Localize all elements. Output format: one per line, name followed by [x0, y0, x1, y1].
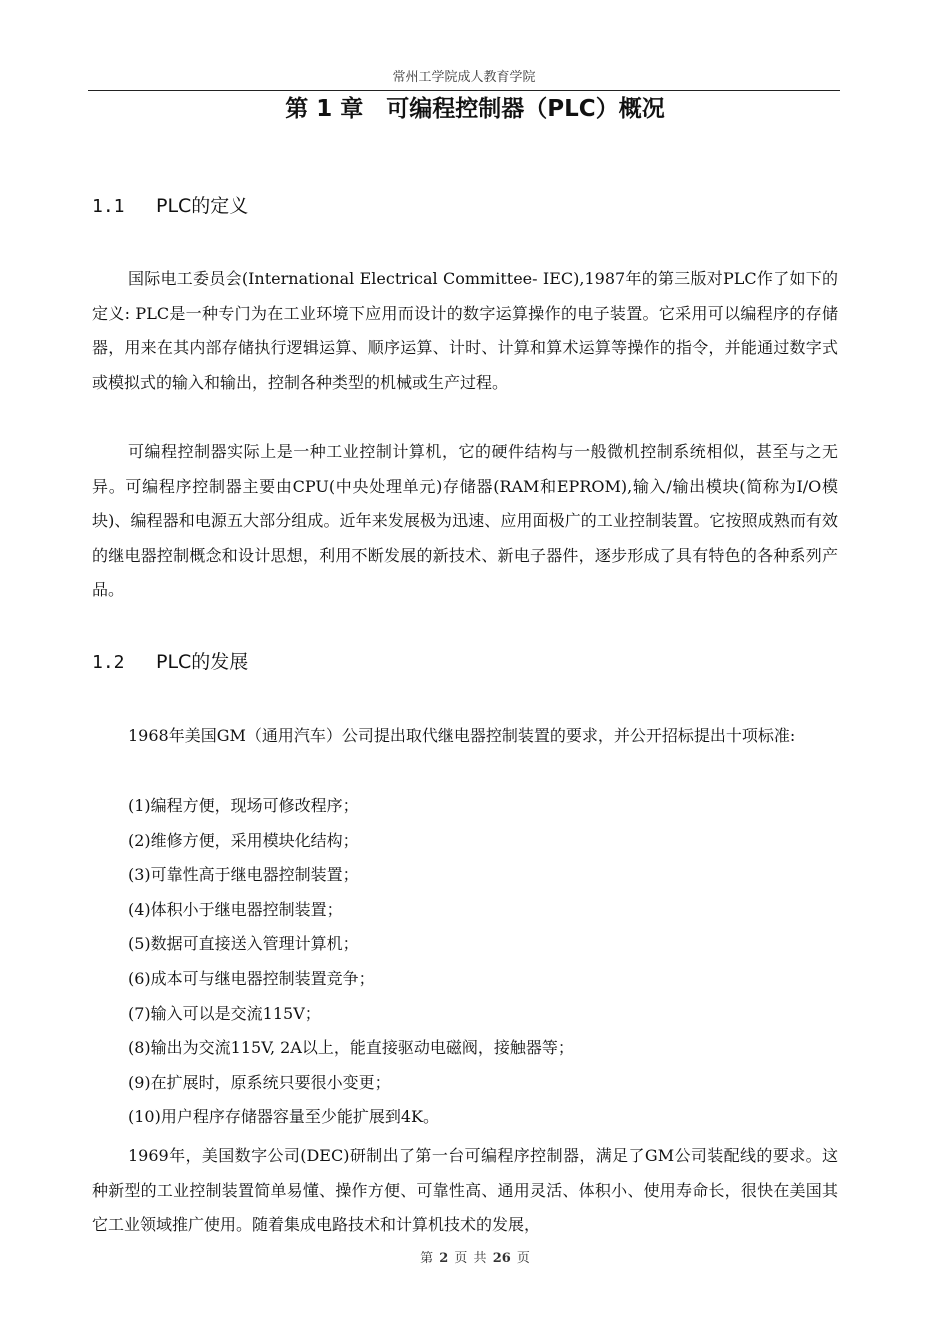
list-item: (4)体积小于继电器控制装置；	[128, 899, 343, 919]
footer-total-pages: 26	[492, 1251, 511, 1266]
page-footer	[0, 1250, 950, 1268]
list-item: (8)输出为交流115V, 2A以上，能直接驱动电磁阀，接触器等；	[128, 1038, 574, 1058]
ten-standards-list	[128, 789, 574, 1135]
section-title: PLC的定义	[156, 195, 249, 217]
section-heading-1-1	[92, 192, 248, 221]
footer-suffix: 页	[516, 1251, 530, 1266]
paragraph-plc-hardware: 可编程控制器实际上是一种工业控制计算机，它的硬件结构与一般微机控制系统相似，甚至与之无异。可编程序控制器主要由CPU(中央处理单元)存储器(RAM和EPROM),输入/输出模块(简称为I/O模块)、编程器和电源五大部分组成。近年来发展极为迅速、应用面极广的工业控制装置。它按照成熟而有效的继电器控制概念和设计思想，利用不断发展的新技术、新电子器件，逐步形成了具有特色的各种系列产品。	[92, 442, 838, 600]
section-title: PLC的发展	[156, 651, 249, 673]
footer-page-number: 2	[439, 1251, 449, 1266]
list-item: (10)用户程序存储器容量至少能扩展到4K。	[128, 1107, 439, 1127]
page-header	[88, 68, 840, 91]
list-item: (1)编程方便，现场可修改程序；	[128, 796, 359, 815]
paragraph-dec-1969: 1969年，美国数字公司(DEC)研制出了第一台可编程序控制器，满足了GM公司装配线的要求。这种新型的工业控制装置简单易懂、操作方便、可靠性高、通用灵活、体积小、使用寿命长，很快在美国其它工业领域推广使用。随着集成电路技术和计算机技术的发展，	[92, 1146, 838, 1235]
list-item: (5)数据可直接送入管理计算机；	[128, 934, 359, 954]
list-item: (3)可靠性高于继电器控制装置；	[128, 865, 359, 885]
list-item: (7)输入可以是交流115V；	[128, 1003, 321, 1023]
footer-middle: 页 共	[454, 1251, 487, 1266]
header-text: 常州工学院成人教育学院	[392, 70, 536, 85]
list-item: (2)维修方便，采用模块化结构；	[128, 830, 359, 850]
paragraph-gm-requirements: 1968年美国GM（通用汽车）公司提出取代继电器控制装置的要求，并公开招标提出十项标准:	[128, 726, 796, 745]
list-item: (6)成本可与继电器控制装置竞争；	[128, 968, 375, 988]
section-number: 1.2	[92, 652, 125, 673]
section-heading-1-2	[92, 648, 248, 677]
section-number: 1.1	[92, 196, 125, 217]
chapter-title: 第 1 章 可编程控制器（PLC）概况	[285, 96, 665, 122]
paragraph-plc-definition: 国际电工委员会(International Electrical Committee- IEC),1987年的第三版对PLC作了如下的定义: PLC是一种专门为在工业环境下应用而设计的数字运算操作的电子装置。它采用可以编程序的存储器，用来在其内部存储执行逻辑运算、顺序运算、计时、计算和算术运算等操作的指令，并能通过数字式或模拟式的输入和输出，控制各种类型的机械或生产过程。	[92, 269, 838, 392]
list-item: (9)在扩展时，原系统只要很小变更；	[128, 1072, 391, 1092]
footer-prefix: 第	[420, 1251, 434, 1266]
